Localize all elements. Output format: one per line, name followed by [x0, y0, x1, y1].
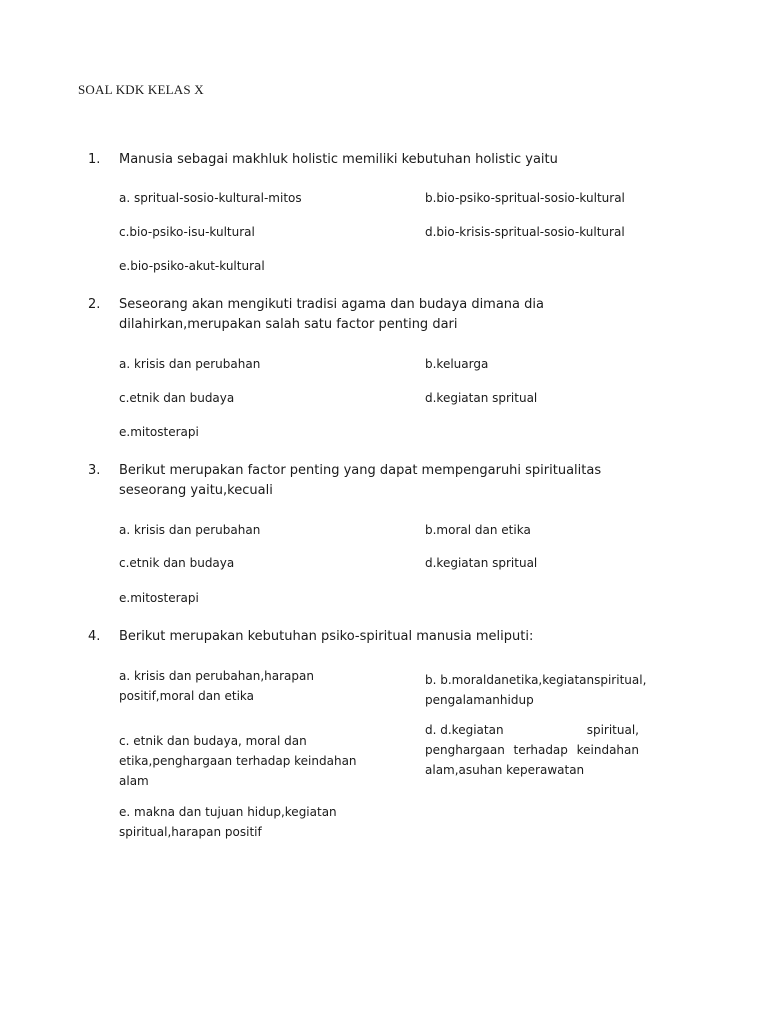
option-a: a. krisis dan perubahan [119, 357, 261, 371]
page-title: SOAL KDK KELAS X [78, 82, 204, 97]
option-c: c.etnik dan budaya [119, 556, 235, 570]
option-d: d.bio-krisis-spritual-sosio-kultural [425, 225, 625, 239]
option-a: a. spritual-sosio-kultural-mitos [119, 191, 302, 205]
option-d: d.kegiatan spritual [425, 391, 538, 405]
question-text: Manusia sebagai makhluk holistic memiliki kebutuhan holistic yaitu [119, 152, 558, 167]
option-e: e.bio-psiko-akut-kultural [119, 259, 265, 273]
option-a: a. krisis dan perubahan,harapan positif,moral dan etika [119, 669, 314, 703]
question-text: Seseorang akan mengikuti tradisi agama dan budaya dimana dia dilahirkan,merupakan salah satu factor penting dari [119, 297, 544, 332]
option-c: c.etnik dan budaya [119, 391, 235, 405]
option-d: d.kegiatan spritual [425, 556, 538, 570]
option-d-start: d. d.kegiatan [425, 723, 504, 737]
option-e: e.mitosterapi [119, 425, 199, 439]
option-d-rest: penghargaan terhadap keindahan alam,asuhan keperawatan [425, 743, 639, 777]
option-d [425, 720, 639, 780]
option-d-first-line [425, 720, 639, 740]
option-e: e.mitosterapi [119, 591, 199, 605]
option-e: e. makna dan tujuan hidup,kegiatan spiritual,harapan positif [119, 805, 337, 839]
question-number: 2. [88, 297, 101, 312]
option-c: c.bio-psiko-isu-kultural [119, 225, 255, 239]
question-text: Berikut merupakan factor penting yang dapat mempengaruhi spiritualitas seseorang yaitu,kecuali [119, 463, 602, 498]
option-b: b. b.moraldanetika,kegiatanspiritual, pengalamanhidup [425, 673, 647, 707]
option-a: a. krisis dan perubahan [119, 523, 261, 537]
option-b: b.bio-psiko-spritual-sosio-kultural [425, 191, 625, 205]
option-b: b.keluarga [425, 357, 489, 371]
question-number: 3. [88, 463, 101, 478]
option-d-mid: spiritual, [586, 723, 639, 737]
question-number: 1. [88, 152, 101, 167]
question-number: 4. [88, 629, 101, 644]
option-c: c. etnik dan budaya, moral dan etika,penghargaan terhadap keindahan alam [119, 734, 357, 788]
option-b: b.moral dan etika [425, 523, 531, 537]
question-text: Berikut merupakan kebutuhan psiko-spiritual manusia meliputi: [119, 629, 534, 644]
